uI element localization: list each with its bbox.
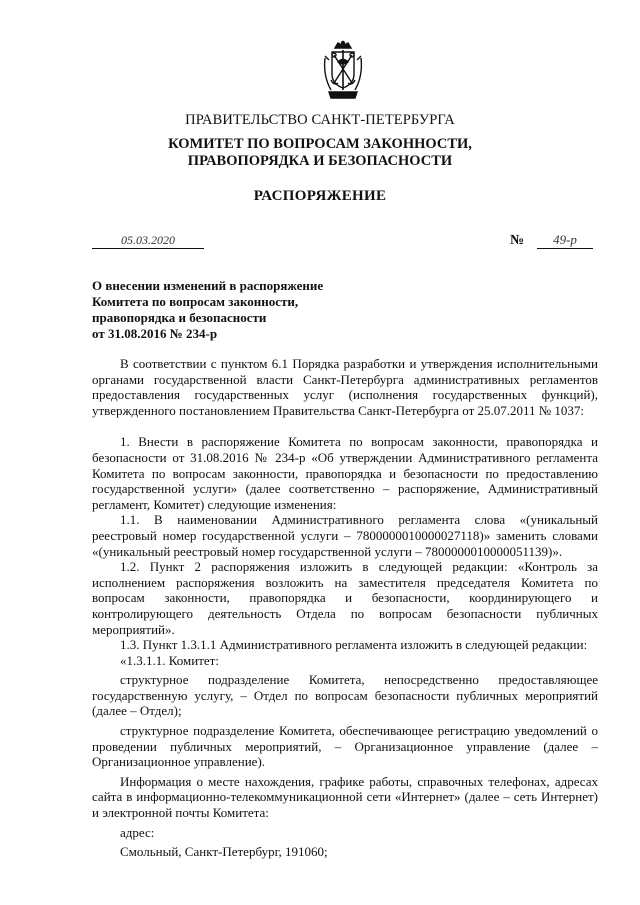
unit-1-paragraph: структурное подразделение Комитета, непосредственно предоставляющее государственную услугу, – Отдел по вопросам безопасности публичных мероприятий (далее – Отдел); — [92, 672, 598, 719]
coat-of-arms-emblem — [319, 40, 367, 102]
preamble-paragraph: В соответствии с пунктом 6.1 Порядка разработки и утверждения исполнительными органами государственной власти Санкт-Петербурга административных регламентов предоставления государственных услуг (исполнения государственных функций), утвержденного постановлением Правительства Санкт-Петербурга от 25.07.2011 № 1037: — [92, 356, 598, 418]
committee-name-line1: КОМИТЕТ ПО ВОПРОСАМ ЗАКОННОСТИ, — [168, 136, 472, 152]
item-1-3-paragraph: 1.3. Пункт 1.3.1.1 Административного регламента изложить в следующей редакции: — [120, 637, 588, 653]
document-subject — [92, 278, 323, 342]
document-type: РАСПОРЯЖЕНИЕ — [253, 188, 387, 204]
government-title: ПРАВИТЕЛЬСТВО САНКТ-ПЕТЕРБУРГА — [185, 112, 455, 128]
subject-line3: правопорядка и безопасности — [92, 310, 267, 325]
address-label: адрес: — [120, 824, 155, 840]
document-date: 05.03.2020 — [92, 232, 204, 249]
number-label: № — [510, 233, 525, 248]
subject-line1: О внесении изменений в распоряжение — [92, 278, 324, 293]
document-number: 49-р — [537, 232, 593, 249]
subject-line4: от 31.08.2016 № 234-р — [92, 326, 218, 341]
subject-line2: Комитета по вопросам законности, — [92, 294, 299, 309]
info-paragraph: Информация о месте нахождения, графике работы, справочных телефонах, адресах сайта в информационно-телекоммуникационной сети «Интернет» (далее – сеть Интернет) и электронной почты Комитета: — [92, 773, 598, 821]
unit-2-paragraph: структурное подразделение Комитета, обеспечивающее регистрацию уведомлений о проведении публичных мероприятий, – Организационное управление (далее – Организационное управление). — [92, 723, 598, 770]
committee-name-line2: ПРАВОПОРЯДКА И БЕЗОПАСНОСТИ — [187, 153, 453, 169]
committee-name — [0, 136, 640, 170]
item-1-1-paragraph: 1.1. В наименовании Административного регламента слова «(уникальный реестровый номер государственной услуги – 7800000010000027118)» заменить словами «(уникальный реестровый номер государственной услуги – 7800000010000051139)». — [92, 512, 598, 559]
item-1-2-paragraph: 1.2. Пункт 2 распоряжения изложить в следующей редакции: «Контроль за исполнением распоряжения возложить на заместителя председателя Комитета по вопросам законности, правопорядка и безопасности, координирующего и контролирующего деятельность Отдела по вопросам безопасности публичных мероприятий». — [92, 559, 598, 637]
quote-start: «1.3.1.1. Комитет: — [120, 652, 219, 668]
item-1-paragraph: 1. Внести в распоряжение Комитета по вопросам законности, правопорядка и безопасности от 31.08.2016 № 234-р «Об утверждении Административного регламента Комитета по вопросам законности, правопорядка и безопасности по предоставлению государственной услуги» (далее соответственно – распоряжение, Административный регламент, Комитет) следующие изменения: — [92, 434, 598, 512]
address-value: Смольный, Санкт-Петербург, 191060; — [120, 844, 328, 860]
document-body — [92, 356, 598, 860]
